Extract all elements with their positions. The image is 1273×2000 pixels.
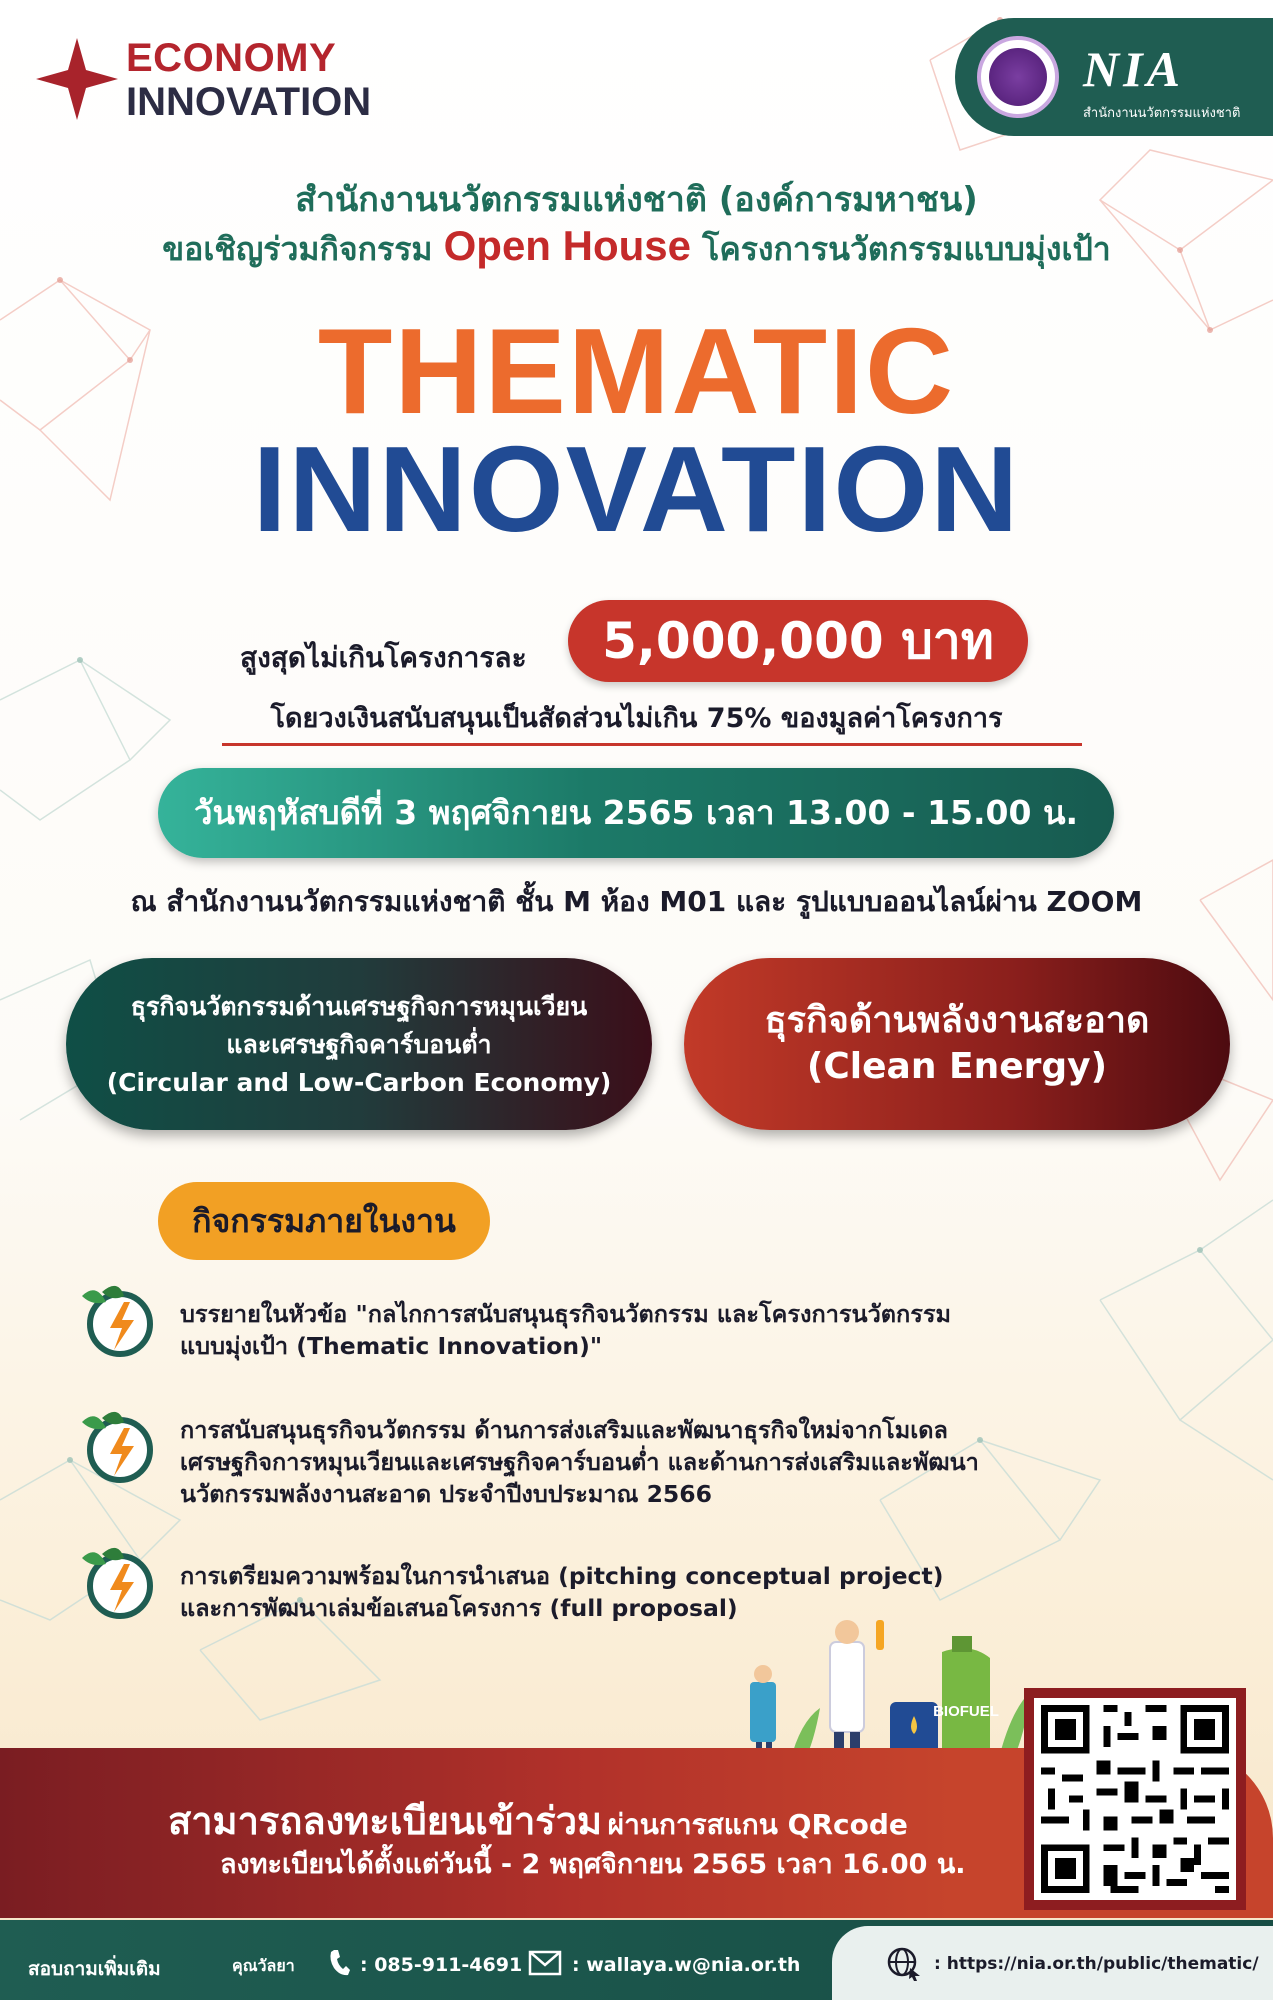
category-left-line3: (Circular and Low-Carbon Economy) [106,1068,612,1097]
funding-label: สูงสุดไม่เกินโครงการละ [240,641,527,674]
contact-phone[interactable]: : 085-911-4691 [360,1954,523,1976]
activity-item-2 [180,1414,1110,1510]
economy-logo-line2: INNOVATION [126,80,372,124]
globe-icon [886,1946,922,1982]
activity-2-line3: นวัตกรรมพลังงานสะอาด ประจำปีงบประมาณ 2566 [180,1480,712,1508]
registration-deadline: ลงทะเบียนได้ตั้งแต่วันนี้ - 2 พฤศจิกายน 2565 เวลา 16.00 น. [220,1849,966,1880]
nia-logo-text: NIA [1083,41,1184,97]
nia-logo-subtitle: สำนักงานนวัตกรรมแห่งชาติ [1083,106,1241,121]
funding-amount-badge: 5,000,000 บาท [568,600,1028,682]
economy-innovation-logo [36,30,406,130]
activities-heading: กิจกรรมภายในงาน [158,1182,490,1260]
contact-url[interactable]: : https://nia.or.th/public/thematic/ [934,1954,1259,1974]
category-circular-economy [66,958,652,1130]
four-point-star-icon [36,38,118,120]
registration-qr-code[interactable] [1024,1688,1246,1910]
activity-1-line2: แบบมุ่งเป้า (Thematic Innovation)" [180,1332,603,1360]
qr-code-icon [1034,1698,1236,1900]
registration-title-big: สามารถลงทะเบียนเข้าร่วม [168,1799,603,1843]
activity-3-line1: การเตรียมความพร้อมในการนำเสนอ (pitching conceptual project) [180,1562,944,1590]
category-left-line1: ธุรกิจนวัตกรรมด้านเศรษฐกิจการหมุนเวียน [130,992,588,1021]
invitation-heading [0,222,1273,275]
nia-logo-badge [955,18,1273,136]
divider-line [222,743,1082,746]
eco-energy-icon [72,1278,162,1360]
eco-energy-icon [72,1540,162,1622]
activity-2-line1: การสนับสนุนธุรกิจนวัตกรรม ด้านการส่งเสริมและพัฒนาธุรกิจใหม่จากโมเดล [180,1416,948,1444]
nia-seal-icon [977,36,1059,118]
category-right-line1: ธุรกิจด้านพลังงานสะอาด [764,1000,1150,1041]
phone-icon [328,1948,350,1978]
contact-person: คุณวัลยา [232,1956,295,1975]
biofuel-label: BIOFUEL [933,1703,999,1720]
contact-email[interactable]: : wallaya.w@nia.or.th [572,1954,801,1976]
organizer-heading: สำนักงานนวัตกรรมแห่งชาติ (องค์การมหาชน) [295,180,978,220]
economy-logo-line1: ECONOMY [126,36,337,80]
email-icon [528,1950,562,1976]
activity-1-line1: บรรยายในหัวข้อ "กลไกการสนับสนุนธุรกิจนวัตกรรม และโครงการนวัตกรรม [180,1300,952,1328]
funding-note: โดยวงเงินสนับสนุนเป็นสัดส่วนไม่เกิน 75% ของมูลค่าโครงการ [270,703,1003,734]
event-date-badge: วันพฤหัสบดีที่ 3 พฤศจิกายน 2565 เวลา 13.00 - 15.00 น. [158,768,1114,858]
invitation-prefix: ขอเชิญร่วมกิจกรรม [162,230,433,268]
category-clean-energy [684,958,1230,1130]
program-title-line2: INNOVATION [252,421,1021,557]
activity-2-line2: เศรษฐกิจการหมุนเวียนและเศรษฐกิจคาร์บอนต่ำ และด้านการส่งเสริมและพัฒนา [180,1448,979,1476]
category-left-line2: และเศรษฐกิจคาร์บอนต่ำ [226,1030,492,1059]
event-venue: ณ สำนักงานนวัตกรรมแห่งชาติ ชั้น M ห้อง M01 และ รูปแบบออนไลน์ผ่าน ZOOM [130,885,1143,918]
eco-energy-icon [72,1404,162,1486]
activity-3-line2: และการพัฒนาเล่มข้อเสนอโครงการ (full proposal) [180,1594,738,1622]
registration-title-small: ผ่านการสแกน QRcode [607,1808,908,1841]
activity-item-1 [180,1298,1110,1362]
invitation-suffix: โครงการนวัตกรรมแบบมุ่งเป้า [702,230,1111,268]
category-right-line2: (Clean Energy) [806,1046,1108,1087]
program-title-line1: THEMATIC [317,303,956,439]
open-house-highlight: Open House [443,222,691,269]
contact-label: สอบถามเพิ่มเติม [28,1958,161,1980]
